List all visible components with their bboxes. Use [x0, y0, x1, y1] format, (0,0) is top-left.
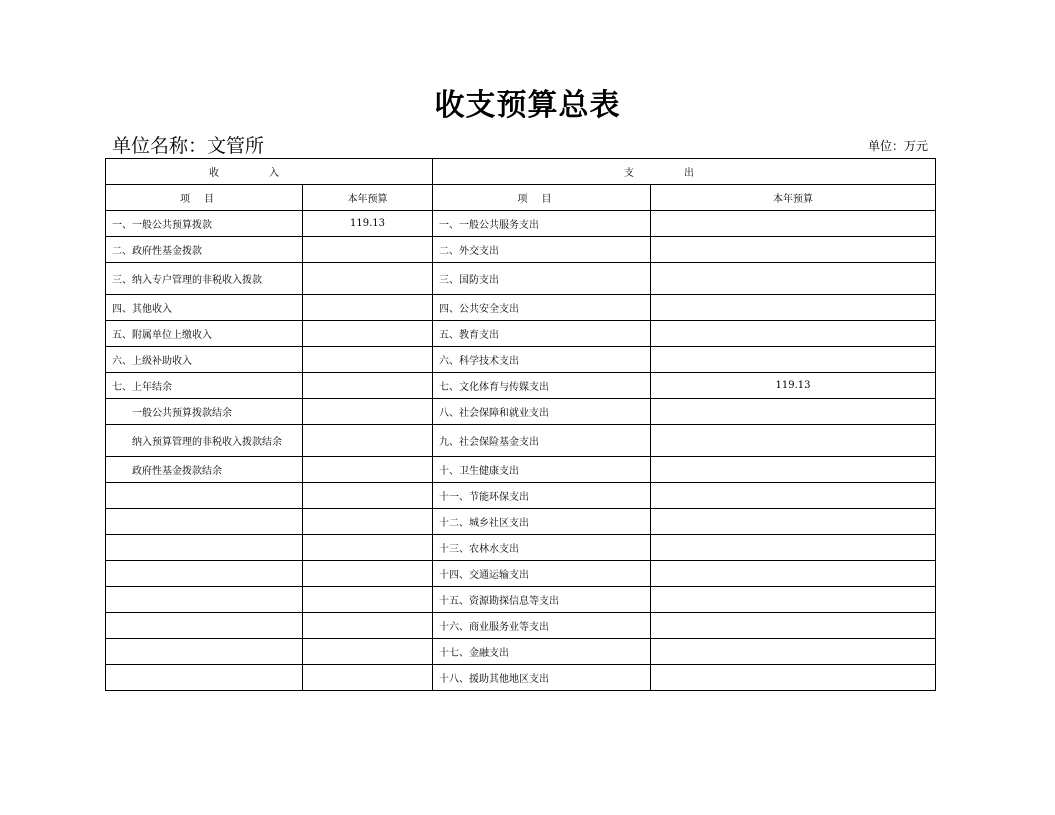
expense-item: 十二、城乡社区支出: [433, 509, 651, 535]
expense-item: 三、国防支出: [433, 263, 651, 295]
income-item: 四、其他收入: [106, 295, 303, 321]
table-row: [106, 587, 936, 613]
table-row: [106, 561, 936, 587]
table-row: [106, 613, 936, 639]
income-item: [106, 587, 303, 613]
table-row: [106, 237, 936, 263]
income-value: [303, 561, 433, 587]
income-value: [303, 321, 433, 347]
income-item: 六、上级补助收入: [106, 347, 303, 373]
expense-item: 七、文化体育与传媒支出: [433, 373, 651, 399]
expense-value: [651, 639, 936, 665]
table-row: [106, 347, 936, 373]
expense-value: [651, 457, 936, 483]
income-item: 政府性基金拨款结余: [106, 457, 303, 483]
table-row: [106, 639, 936, 665]
expense-budget-header: 本年预算: [651, 185, 936, 211]
income-item: 二、政府性基金拨款: [106, 237, 303, 263]
income-value: [303, 347, 433, 373]
expense-value: [651, 613, 936, 639]
expense-item: 十五、资源勘探信息等支出: [433, 587, 651, 613]
expense-item: 五、教育支出: [433, 321, 651, 347]
expense-value: [651, 587, 936, 613]
expense-item: 六、科学技术支出: [433, 347, 651, 373]
income-item: 一、一般公共预算拨款: [106, 211, 303, 237]
income-item: 七、上年结余: [106, 373, 303, 399]
income-item: 三、纳入专户管理的非税收入拨款: [106, 263, 303, 295]
income-item: 五、附属单位上缴收入: [106, 321, 303, 347]
income-item: [106, 509, 303, 535]
income-item: [106, 483, 303, 509]
expense-item: 十六、商业服务业等支出: [433, 613, 651, 639]
table-row: [106, 509, 936, 535]
expense-value: [651, 399, 936, 425]
expense-value: [651, 425, 936, 457]
expense-value: [651, 237, 936, 263]
expense-value: [651, 263, 936, 295]
expense-value: [651, 665, 936, 691]
income-value: [303, 263, 433, 295]
expense-item: 十一、节能环保支出: [433, 483, 651, 509]
income-item: 一般公共预算拨款结余: [106, 399, 303, 425]
expense-item-header: 项目: [433, 185, 651, 211]
income-value: [303, 509, 433, 535]
income-value: [303, 457, 433, 483]
income-value: [303, 295, 433, 321]
table-row: [106, 373, 936, 399]
income-item: [106, 639, 303, 665]
income-item: [106, 665, 303, 691]
income-value: 119.13: [303, 211, 433, 237]
unit-name: 单位名称：文管所: [112, 135, 265, 157]
expense-item: 十七、金融支出: [433, 639, 651, 665]
table-row: [106, 483, 936, 509]
income-value: [303, 613, 433, 639]
table-row: [106, 425, 936, 457]
income-value: [303, 535, 433, 561]
income-item: 纳入预算管理的非税收入拨款结余: [106, 425, 303, 457]
income-item: [106, 561, 303, 587]
section-header-row: [106, 159, 936, 185]
income-value: [303, 237, 433, 263]
table-row: [106, 211, 936, 237]
expense-value: [651, 321, 936, 347]
income-value: [303, 639, 433, 665]
expense-item: 十、卫生健康支出: [433, 457, 651, 483]
expense-value: [651, 561, 936, 587]
table-row: [106, 535, 936, 561]
expense-item: 八、社会保障和就业支出: [433, 399, 651, 425]
expense-item: 四、公共安全支出: [433, 295, 651, 321]
income-item-header: 项目: [106, 185, 303, 211]
expense-item: 二、外交支出: [433, 237, 651, 263]
page-title: 收支预算总表: [434, 88, 621, 123]
expense-value: [651, 509, 936, 535]
expense-item: 十三、农林水支出: [433, 535, 651, 561]
expense-value: [651, 535, 936, 561]
income-value: [303, 373, 433, 399]
expense-item: 九、社会保险基金支出: [433, 425, 651, 457]
expense-value: 119.13: [651, 373, 936, 399]
table-row: [106, 263, 936, 295]
expense-value: [651, 295, 936, 321]
table-row: [106, 457, 936, 483]
income-value: [303, 665, 433, 691]
expense-value: [651, 347, 936, 373]
table-row: [106, 295, 936, 321]
expense-item: 一、一般公共服务支出: [433, 211, 651, 237]
income-value: [303, 483, 433, 509]
table-row: [106, 321, 936, 347]
income-item: [106, 613, 303, 639]
expense-value: [651, 211, 936, 237]
expense-value: [651, 483, 936, 509]
expense-item: 十八、援助其他地区支出: [433, 665, 651, 691]
table-row: [106, 399, 936, 425]
budget-table: [105, 158, 936, 691]
currency-unit: 单位：万元: [867, 139, 928, 153]
income-item: [106, 535, 303, 561]
expense-header: 支出: [433, 159, 936, 185]
table-row: [106, 665, 936, 691]
income-value: [303, 587, 433, 613]
income-budget-header: 本年预算: [303, 185, 433, 211]
income-header: 收入: [106, 159, 433, 185]
column-header-row: [106, 185, 936, 211]
income-value: [303, 399, 433, 425]
income-value: [303, 425, 433, 457]
expense-item: 十四、交通运输支出: [433, 561, 651, 587]
